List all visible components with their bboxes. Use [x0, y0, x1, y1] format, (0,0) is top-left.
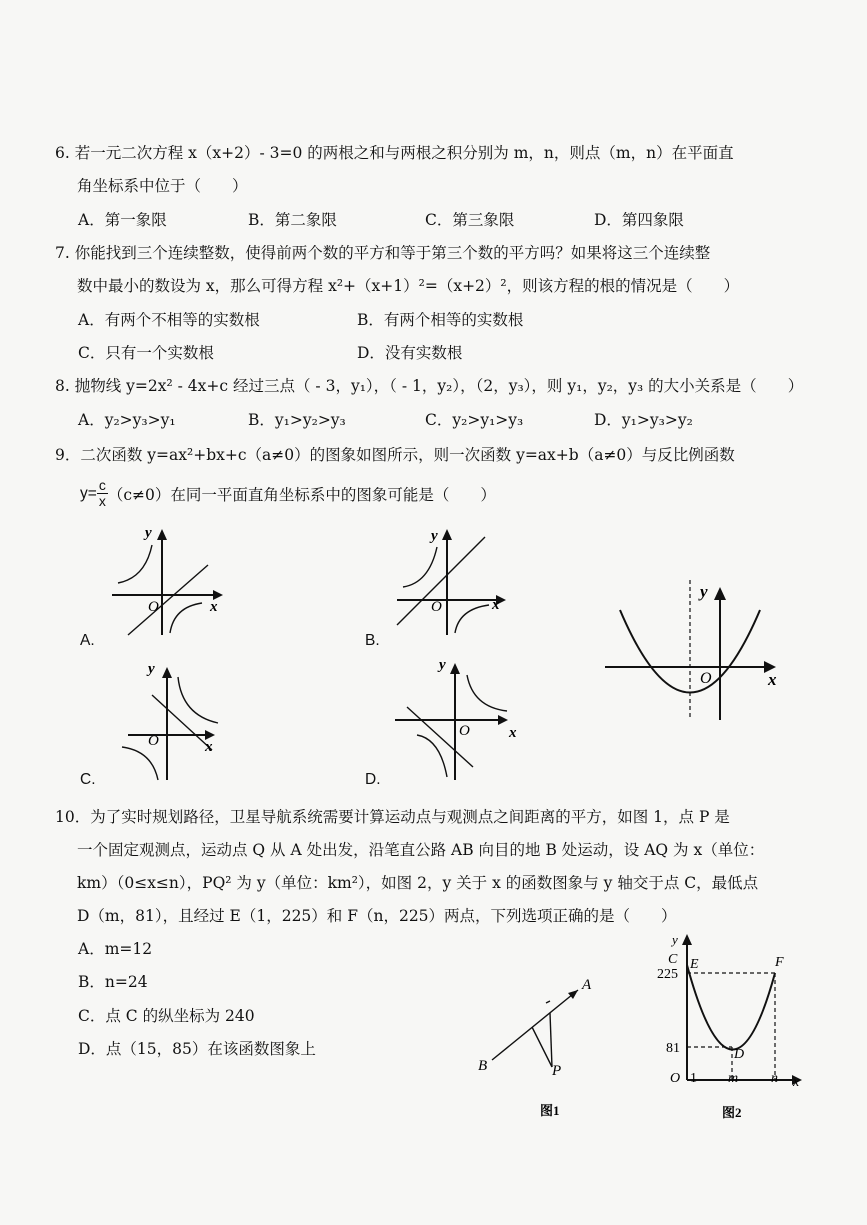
q9-fraction: [97, 478, 108, 509]
q9-stem-line2-rest: （c≠0）在同一平面直角坐标系中的图象可能是（ ）: [107, 485, 496, 504]
q7-option-a[interactable]: A．有两个不相等的实数根: [78, 311, 260, 329]
q9-graph-b[interactable]: [385, 525, 515, 640]
label-b: B: [478, 1058, 488, 1074]
hyperbola-branch-upper-left: [403, 547, 437, 587]
origin-label: O: [670, 1071, 681, 1086]
q7-option-d[interactable]: D．没有实数根: [357, 344, 463, 362]
hyperbola-branch-upper-left: [118, 545, 152, 583]
q6-stem-line1: 6. 若一元二次方程 x（x+2）- 3=0 的两根之和与两根之积分别为 m，n，则点（m，n）在平面直: [55, 144, 734, 162]
q10-stem-line3: km）（0≤x≤n），PQ² 为 y（单位：km²），如图 2，y 关于 x 的函数图象与 y 轴交于点 C，最低点: [77, 874, 759, 892]
q8-option-c[interactable]: C．y₂>y₁>y₃: [425, 411, 524, 429]
q6-option-b[interactable]: B．第二象限: [248, 211, 337, 229]
hyperbola-branch-upper-right: [178, 677, 218, 723]
road-ab: [492, 990, 578, 1060]
q8-option-d[interactable]: D．y₁>y₃>y₂: [594, 411, 693, 429]
linear-function-line: [152, 695, 212, 750]
q9-stem-line1: 9．二次函数 y=ax²+bx+c（a≠0）的图象如图所示，则一次函数 y=ax+b（a≠0）与反比例函数: [55, 446, 735, 464]
label-a: A: [582, 977, 592, 993]
hyperbola-branch-lower-right: [455, 605, 489, 633]
x-label: x: [768, 670, 777, 689]
y-label: y: [439, 657, 446, 673]
y-axis-arrow: [450, 663, 460, 674]
q10-figure-1: [470, 975, 610, 1118]
q10-stem-line1: 10．为了实时规划路径，卫星导航系统需要计算运动点与观测点之间距离的平方，如图 1，点 P 是: [55, 808, 730, 826]
q10-stem-line4: D（m，81），且经过 E（1，225）和 F（n，225）两点，下列选项正确的是（ ）: [77, 907, 677, 925]
q7-option-c[interactable]: C．只有一个实数根: [78, 344, 214, 362]
q6-option-d[interactable]: D．第四象限: [594, 211, 684, 229]
q10-option-d[interactable]: D．点（15，85）在该函数图象上: [78, 1040, 316, 1058]
y-axis-arrow: [442, 529, 452, 540]
q6-option-a[interactable]: A．第一象限: [78, 211, 167, 229]
q6-stem-line2: 角坐标系中位于（ ）: [77, 177, 248, 195]
q9-option-d-label[interactable]: D.: [365, 771, 381, 788]
q9-option-c-label[interactable]: C.: [80, 771, 96, 788]
y-axis-arrow: [157, 529, 167, 540]
point-c-label: C: [668, 952, 678, 967]
label-p: P: [552, 1063, 562, 1079]
tick-n: n: [771, 1071, 778, 1086]
q9-stem-line2: [80, 478, 496, 509]
hyperbola-branch-lower-left: [122, 747, 158, 780]
tick-81: 81: [666, 1041, 680, 1056]
y-label: y: [431, 528, 438, 544]
q7-option-b[interactable]: B．有两个相等的实数根: [357, 311, 524, 329]
q9-option-b-label[interactable]: B.: [365, 632, 380, 649]
tick-225: 225: [657, 967, 678, 982]
q8-option-b[interactable]: B．y₁>y₂>y₃: [248, 411, 346, 429]
q7-stem-line2: 数中最小的数设为 x，那么可得方程 x²+（x+1）²=（x+2）²，则该方程的根的情况是（ ）: [77, 277, 740, 295]
q9-fraction-denominator: x: [98, 493, 106, 509]
q6-option-c[interactable]: C．第三象限: [425, 211, 515, 229]
q9-y-equals: y=: [80, 484, 97, 502]
point-d-label: D: [734, 1047, 745, 1062]
q9-given-parabola-graph: [600, 575, 800, 725]
origin-label: O: [700, 670, 712, 687]
q9-fraction-numerator: c: [98, 477, 106, 493]
figure-2-caption: 图2: [722, 1105, 742, 1120]
x-label: x: [793, 1075, 800, 1090]
linear-function-line: [128, 565, 208, 635]
q7-stem-line1: 7. 你能找到三个连续整数，使得前两个数的平方和等于第三个数的平方吗？如果将这三个连续整: [55, 244, 711, 262]
origin-label: O: [148, 599, 159, 615]
tick-1: 1: [690, 1071, 697, 1086]
y-axis-arrow: [714, 587, 726, 600]
y-label: y: [148, 661, 155, 677]
q8-stem-line1: 8. 抛物线 y=2x² - 4x+c 经过三点（ - 3，y₁），（ - 1，y₂），（2，y₃），则 y₁，y₂，y₃ 的大小关系是（ ）: [55, 377, 804, 395]
x-label: x: [205, 739, 213, 755]
q10-stem-line2: 一个固定观测点，运动点 Q 从 A 处出发，沿笔直公路 AB 向目的地 B 处运动，设 AQ 为 x（单位：: [77, 841, 765, 859]
q9-graph-c[interactable]: [100, 655, 230, 785]
q9-option-a-label[interactable]: A.: [80, 632, 95, 649]
x-label: x: [509, 725, 517, 741]
y-axis-arrow: [682, 934, 692, 945]
q10-option-a[interactable]: A．m=12: [78, 940, 153, 958]
segment-pq: [532, 1027, 552, 1067]
point-f-label: F: [775, 955, 784, 970]
hyperbola-branch-upper-right: [467, 675, 507, 711]
point-e-label: E: [690, 957, 699, 972]
q10-figure-2: [650, 930, 810, 1120]
origin-label: O: [431, 599, 442, 615]
hyperbola-branch-lower-right: [170, 603, 202, 633]
tick-m: m: [728, 1071, 739, 1086]
q10-option-c[interactable]: C．点 C 的纵坐标为 240: [78, 1007, 255, 1025]
function-curve: [687, 965, 775, 1050]
q9-graph-d[interactable]: [385, 655, 530, 785]
segment-to-p: [550, 1013, 552, 1067]
y-axis-arrow: [162, 667, 172, 678]
x-label: x: [492, 597, 500, 613]
tick-mark: [546, 1001, 550, 1003]
x-label: x: [210, 599, 218, 615]
y-label: y: [145, 525, 152, 541]
origin-label: O: [148, 733, 159, 749]
y-label: y: [700, 582, 708, 601]
y-label: y: [672, 932, 678, 947]
hyperbola-branch-lower-left: [417, 735, 447, 777]
q10-option-b[interactable]: B．n=24: [78, 973, 148, 991]
x-axis-arrow: [498, 715, 508, 725]
figure-1-caption: 图1: [540, 1103, 560, 1118]
origin-label: O: [459, 723, 470, 739]
q8-option-a[interactable]: A．y₂>y₃>y₁: [78, 411, 176, 429]
q9-graph-a[interactable]: [100, 525, 230, 640]
